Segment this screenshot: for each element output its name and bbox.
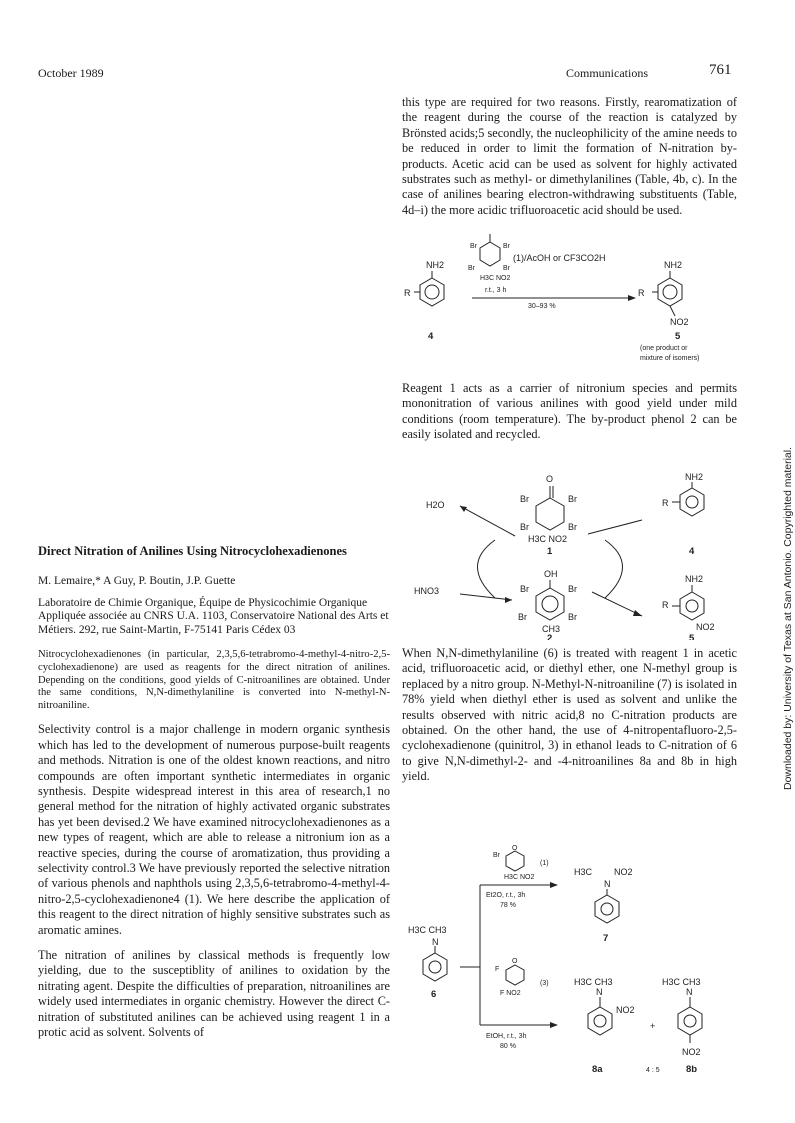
article-abstract: Nitrocyclohexadienones (in particular, 2,3,5,6-tetrabromo-4-methyl-4-nitro-2,5-cyclohexadienone) are used as reagents for the direct nitration of anilines. Depending on the conditions, good yields of C-nitroanilines are obtained. Under the same conditions, N,N-dimethylaniline is converted into N-methyl-N-nitroaniline.: [38, 649, 390, 711]
c6-methyls: H3C CH3: [408, 925, 447, 935]
compound-4-r: R: [404, 288, 411, 298]
bot-cond-reagent: (3): [540, 980, 549, 987]
c4-number: 4: [689, 546, 695, 557]
c8b-n: N: [686, 987, 693, 997]
compound-5-no2: NO2: [670, 317, 689, 327]
c4-nh2: NH2: [685, 472, 704, 482]
paragraph-text: Reagent 1 acts as a carrier of nitronium species and permits mononitration of various anilines with good yield under mild conditions (room temperature). The by-product phenol 2 can be easily isolated and recycled.: [402, 381, 737, 442]
reagent3-o: O: [512, 958, 518, 965]
arrow-to-h2o: [460, 506, 515, 536]
article-affiliation: Laboratoire de Chimie Organique, Équipe de Physicochimie Organique Appliquée associée au CNRS U.A. 1103, Conservatoire National des Arts et Métiers. 292, rue Saint-Martin, F-75141 Paris Cédex 03: [38, 596, 389, 636]
article-authors: M. Lemaire,* A Guy, P. Boutin, J.P. Guette: [38, 575, 236, 588]
plus-sign: +: [650, 1021, 656, 1031]
svg-text:Br: Br: [503, 243, 510, 250]
download-notice-text: Downloaded by: University of Texas at San Antonio. Copyrighted material.: [782, 447, 794, 790]
bot-cond-yield: 80 %: [500, 1043, 516, 1050]
c4-r: R: [662, 498, 669, 508]
scheme-catalytic-cycle: [400, 470, 740, 640]
compound-5: [638, 260, 700, 362]
c1-br-tl: Br: [520, 494, 529, 504]
article-title: Direct Nitration of Anilines Using Nitrocyclohexadienones: [38, 544, 347, 558]
c8a-number: 8a: [592, 1064, 603, 1075]
top-cond-yield: 78 %: [500, 902, 516, 909]
c8a-n: N: [596, 987, 603, 997]
header-date: October 1989: [38, 66, 104, 80]
arrow-from-4: [588, 520, 642, 534]
scheme3-reagent-1: [493, 845, 534, 881]
c8b-number: 8b: [686, 1064, 698, 1075]
cycle-compound-5: [662, 574, 715, 640]
scheme-dimethylaniline: [400, 845, 740, 1085]
left-curve-arrow: [478, 540, 496, 598]
c2-br-br: Br: [568, 612, 577, 622]
c2-number: 2: [547, 633, 553, 640]
compound-2: [518, 569, 577, 640]
scheme3-reagent-3: [495, 958, 524, 997]
c7-n: N: [604, 879, 611, 889]
arrow-head: [628, 295, 636, 301]
c6-number: 6: [431, 989, 437, 1000]
c1-o: O: [546, 474, 554, 484]
reagent3-sub: F NO2: [500, 990, 521, 997]
compound-5-number: 5: [675, 331, 681, 342]
c8a-no2: NO2: [616, 1005, 635, 1015]
compound-4-number: 4: [428, 331, 434, 342]
c5-number: 5: [689, 633, 695, 640]
svg-text:Br: Br: [468, 265, 475, 272]
cycle-compound-4: [662, 472, 704, 557]
c5-nh2: NH2: [685, 574, 704, 584]
c5-r: R: [662, 600, 669, 610]
reagent1-o: O: [512, 845, 518, 852]
paragraph-text: this type are required for two reasons. Firstly, rearomatization of the reagent during the course of the reaction is catalyzed by Brönsted acids;5 secondly, the nucleophilicity of the amine needs to be reduced in order to limit the formation of N-nitration by-products. Acetic acid can be used as solvent for highly activated substrates such as methyl- or dimethylanilines (Table, 4b, c). In the case of anilines bearing electron-withdrawing substituents (Table, 4d–i) the more acidic trifluoroacetic acid should be used.: [402, 95, 737, 217]
reagent3-f: F: [495, 966, 500, 973]
compound-8a: [574, 977, 635, 1075]
c2-br-tl: Br: [520, 584, 529, 594]
c1-br-bl: Br: [520, 522, 529, 532]
c2-br-tr: Br: [568, 584, 577, 594]
top-cond-solvent: Et2O, r.t., 3h: [486, 892, 526, 899]
reagent1-sub: H3C NO2: [504, 874, 535, 881]
c8a-methyls: H3C CH3: [574, 977, 613, 987]
download-notice: [782, 385, 795, 805]
c2-ch3: CH3: [542, 624, 561, 634]
reagent1-br: Br: [493, 852, 500, 859]
scheme1-conditions: r.t., 3 h: [485, 287, 507, 294]
c8b-no2: NO2: [682, 1047, 701, 1057]
svg-text:Br: Br: [470, 243, 477, 250]
c1-br-br: Br: [568, 522, 577, 532]
compound-4-nh2: NH2: [426, 260, 445, 270]
c7-number: 7: [603, 933, 609, 944]
article-paragraph-1: Selectivity control is a major challenge in modern organic synthesis which has led to the development of numerous purpose-built reagents and methods. Nitration is one of the oldest known reactions, and nitro compounds are often important synthetic intermediates in organic synthesis. Despite widespread interest in this area of research,1 no general method for the nitration of highly activated organic substrates has yet been devised.2 We have examined nitrocyclohexadienones as a new types of reagent, which are able to release a nitronium ion as a reactive species, during the course of aromatization, thus providing a selectivity control.3 We have previously reported the selective nitration of various phenols and naphthols using 2,3,5,6-tetrabromo-4-methyl-4-nitro-2,5-cyclohexadienone4 (1). We here describe the application of this reagent to the direct nitration of highly sensitive substrates such as aromatic amines.: [38, 722, 390, 937]
page-number: 761: [709, 62, 732, 78]
h2o-label: H2O: [426, 500, 445, 510]
top-cond-reagent: (1): [540, 860, 549, 867]
compound-6: [408, 925, 447, 1000]
c8b-methyls: H3C CH3: [662, 977, 701, 987]
compound-5-nh2: NH2: [664, 260, 683, 270]
c2-oh: OH: [544, 569, 558, 579]
svg-text:Br: Br: [503, 265, 510, 272]
c1-br-tr: Br: [568, 494, 577, 504]
c1-number: 1: [547, 546, 553, 557]
c1-substituents: H3C NO2: [528, 534, 568, 544]
c2-br-bl: Br: [518, 612, 527, 622]
bot-cond-solvent: EtOH, r.t., 3h: [486, 1033, 527, 1040]
reagent-1-small: [468, 234, 511, 282]
scheme-aniline-nitration: [400, 228, 740, 368]
compound-5-note-2: mixture of isomers): [640, 355, 700, 362]
c7-methyl: H3C: [574, 867, 593, 877]
svg-text:H3C NO2: H3C NO2: [480, 275, 511, 282]
scheme1-reagent: (1)/AcOH or CF3CO2H: [513, 253, 606, 263]
header-section: Communications: [566, 66, 648, 80]
compound-5-r: R: [638, 288, 645, 298]
paragraph-text: When N,N-dimethylaniline (6) is treated with reagent 1 in acetic acid, trifluoroacetic acid, or diethyl ether, one N-methyl group is replaced by a nitro group. N-Methyl-N-nitroaniline (7) is isolated in 78% yield when diethyl ether is used as solvent and unlike the results observed with nitric acid,8 no C-nitration products are obtained. On the other hand, the use of 4-nitropentafluoro-2,5-cyclohexadienone (quinitrol, 3) in ethanol leads to C-nitration of 6 to give N,N-dimethyl-2- and -4-nitroanilines 8a and 8b in high yield.: [402, 646, 737, 784]
isomer-ratio: 4 : 5: [646, 1067, 660, 1074]
right-curve-arrow: [605, 540, 623, 598]
arrow-from-hno3: [460, 594, 512, 600]
c5-no2: NO2: [696, 622, 715, 632]
reagent-paragraph: [402, 381, 737, 443]
compound-4: [404, 260, 444, 342]
article-paragraph-2: The nitration of anilines by classical methods is frequently low yielding, due to the susceptiblity of anilines to oxidation by the nitrating agent. Despite the difficulties of preparation, nitroanilines are widely used intermediates in organic chemistry. However the direct C-nitration of substituted anilines can be achieved using reagent 1 in a protic acid as solvent. Solvents of: [38, 948, 390, 1040]
compound-5-note-1: (one product or: [640, 345, 688, 352]
c6-n: N: [432, 937, 439, 947]
dimethylaniline-paragraph: [402, 646, 737, 785]
right-top-paragraph: [402, 95, 737, 218]
compound-1: [520, 474, 577, 557]
hno3-label: HNO3: [414, 586, 440, 596]
compound-7: [574, 867, 633, 944]
scheme1-yield: 30–93 %: [528, 303, 556, 310]
c7-no2: NO2: [614, 867, 633, 877]
article-left-column: [38, 544, 390, 1041]
compound-8b: [662, 977, 702, 1075]
